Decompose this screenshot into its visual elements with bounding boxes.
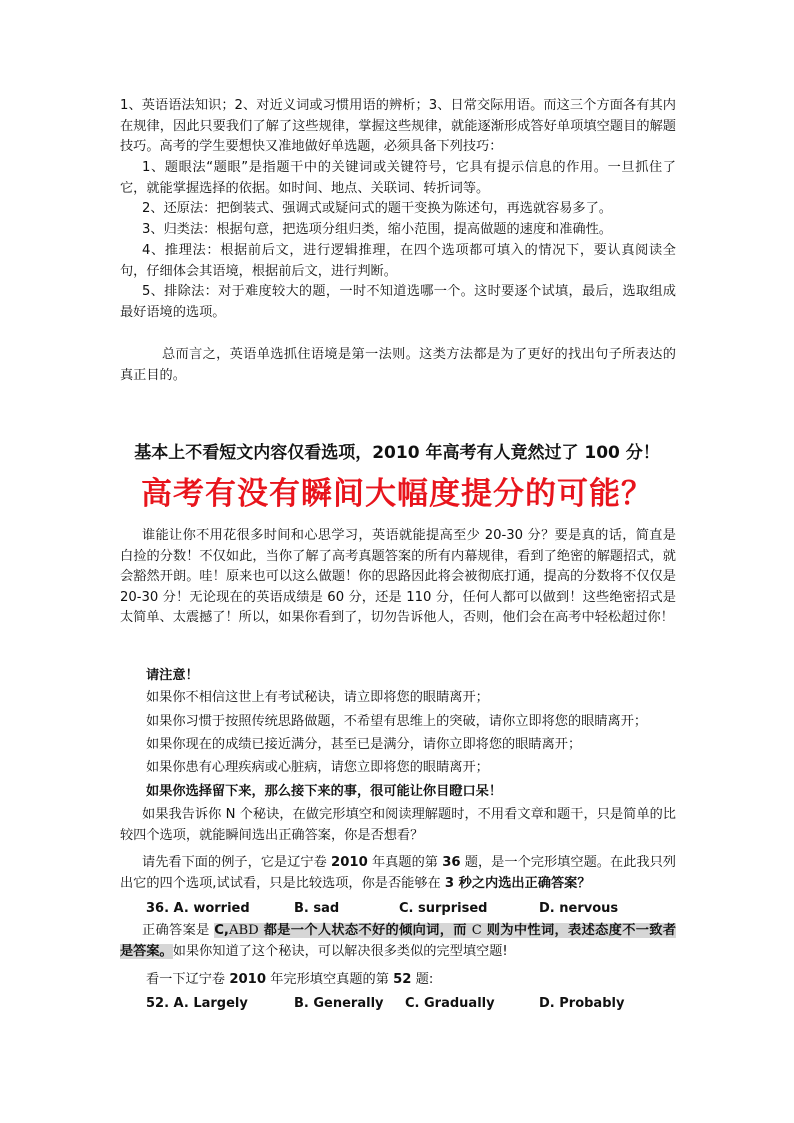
example-intro-mid2: 题，是一个完形填空题。在此我只列出它的四个选项,试试看，只是比较选项，你是否能够在 bbox=[120, 855, 676, 891]
q52-option-d: D. Probably bbox=[539, 996, 625, 1011]
summary-paragraph: 总而言之，英语单选抓住语境是第一法则。这类方法都是为了更好的找出句子所表达的真正目的。 bbox=[120, 347, 676, 383]
q52-intro-mid: 年完形填空真题的第 bbox=[266, 972, 394, 987]
pitch-paragraph: 谁能让你不用花很多时间和心思学习，英语就能提高至少 20-30 分？要是真的话，简直是白捡的分数！不仅如此，当你了解了高考真题答案的所有内幕规律，看到了绝密的解题招式，就会豁然开朗。哇！原来也可以这么做题！你的思路因此将会被彻底打通，提高的分数将不仅仅是 20-30 分！无论现在的英语成绩是 60 分，还是 110 分，任何人都可以做到！这些绝密招式是太简单、太震撼了！所以，如果你看到了，切勿告诉他人，否则，他们会在高考中轻松超过你！ bbox=[120, 528, 676, 625]
notice-stay: 如果你选择留下来，那么接下来的事，很可能让你目瞪口呆！ bbox=[146, 784, 503, 799]
q52-intro bbox=[146, 970, 686, 990]
answer-letter: C, bbox=[214, 923, 229, 938]
secret-paragraph: 如果我告诉你 N 个秘诀，在做完形填空和阅读理解题时，不用看文章和题干，只是简单的比较四个选项，就能瞬间选出正确答案，你是否想看？ bbox=[120, 807, 676, 843]
q52-intro-year: 2010 bbox=[229, 972, 267, 987]
answer-c: C bbox=[471, 923, 482, 938]
example-intro-post: 秒之内选出正确答案？ bbox=[454, 875, 591, 891]
tip-3: 3、归类法：根据句意，把选项分组归类，缩小范围，提高做题的速度和准确性。 bbox=[142, 222, 612, 237]
q52-intro-qnum: 52 bbox=[393, 972, 412, 987]
q36-option-b: B. sad bbox=[294, 901, 340, 916]
example-intro-year: 2010 bbox=[331, 855, 368, 870]
q52-options bbox=[146, 994, 686, 1014]
tip-2: 2、还原法：把倒装式、强调式或疑问式的题干变换为陈述句，再选就容易多了。 bbox=[142, 201, 612, 216]
example-intro-seconds: 3 bbox=[444, 875, 455, 891]
notice-1: 如果你不相信这世上有考试秘诀，请立即将您的眼睛离开； bbox=[146, 690, 489, 705]
example-intro-pre: 请先看下面的例子，它是辽宁卷 bbox=[142, 855, 332, 870]
notice-title: 请注意！ bbox=[146, 668, 199, 683]
headline-sub: 基本上不看短文内容仅看选项，2010 年高考有人竟然过了 100 分！ bbox=[134, 443, 660, 463]
notice-2: 如果你习惯于按照传统思路做题，不希望有思维上的突破，请你立即将您的眼睛离开； bbox=[146, 714, 648, 729]
q52-option-c: C. Gradually bbox=[405, 996, 495, 1011]
tip-5: 5、排除法：对于难度较大的题，一时不知道选哪一个。这时要逐个试填，最后，选取组成最好语境的选项。 bbox=[120, 284, 676, 320]
headline-main: 高考有没有瞬间大幅度提分的可能？ bbox=[141, 476, 653, 512]
example-intro-mid: 年真题的第 bbox=[367, 855, 443, 870]
q52-option-b: B. Generally bbox=[294, 996, 384, 1011]
answer-mid: 都是一个人状态不好的倾向词，而 bbox=[258, 923, 472, 938]
notice-4: 如果你患有心理疾病或心脏病，请您立即将您的眼睛离开； bbox=[146, 760, 489, 775]
q36-option-d: D. nervous bbox=[539, 901, 619, 916]
answer-pre: 正确答案是 bbox=[142, 923, 215, 938]
answer-post: 如果你知道了这个秘诀，可以解决很多类似的完型填空题! bbox=[172, 943, 508, 959]
example-intro bbox=[120, 853, 676, 894]
notice-3: 如果你现在的成绩已接近满分，甚至已是满分，请你立即将您的眼睛离开； bbox=[146, 737, 582, 752]
answer-abd: ABD bbox=[228, 923, 259, 938]
q36-option-a: 36. A. worried bbox=[146, 901, 250, 916]
q36-options bbox=[146, 899, 686, 919]
q36-option-c: C. surprised bbox=[399, 901, 488, 916]
tip-1: 1、题眼法“题眼”是指题干中的关键词或关键符号，它具有提示信息的作用。一旦抓住了它，就能掌握选择的依据。如时间、地点、关联词、转折词等。 bbox=[120, 160, 676, 196]
q52-option-a: 52. A. Largely bbox=[146, 996, 248, 1011]
q52-intro-pre: 看一下辽宁卷 bbox=[146, 972, 230, 987]
tip-4: 4、推理法：根据前后文，进行逻辑推理，在四个选项都可填入的情况下，要认真阅读全句，仔细体会其语境，根据前后文，进行判断。 bbox=[120, 243, 676, 279]
answer-mid2: 则为中性词，表述态度不一致者是答案。 bbox=[120, 923, 676, 959]
answer-paragraph bbox=[120, 921, 676, 962]
intro-paragraph: 1、英语语法知识；2、对近义词或习惯用语的辨析；3、日常交际用语。而这三个方面各有其内在规律，因此只要我们了解了这些规律，掌握这些规律，就能逐渐形成答好单项填空题目的解题技巧。高考的学生要想快又准地做好单选题，必须具备下列技巧： bbox=[120, 98, 676, 154]
q52-intro-post: 题: bbox=[411, 972, 434, 987]
example-intro-qnum: 36 bbox=[442, 855, 461, 870]
